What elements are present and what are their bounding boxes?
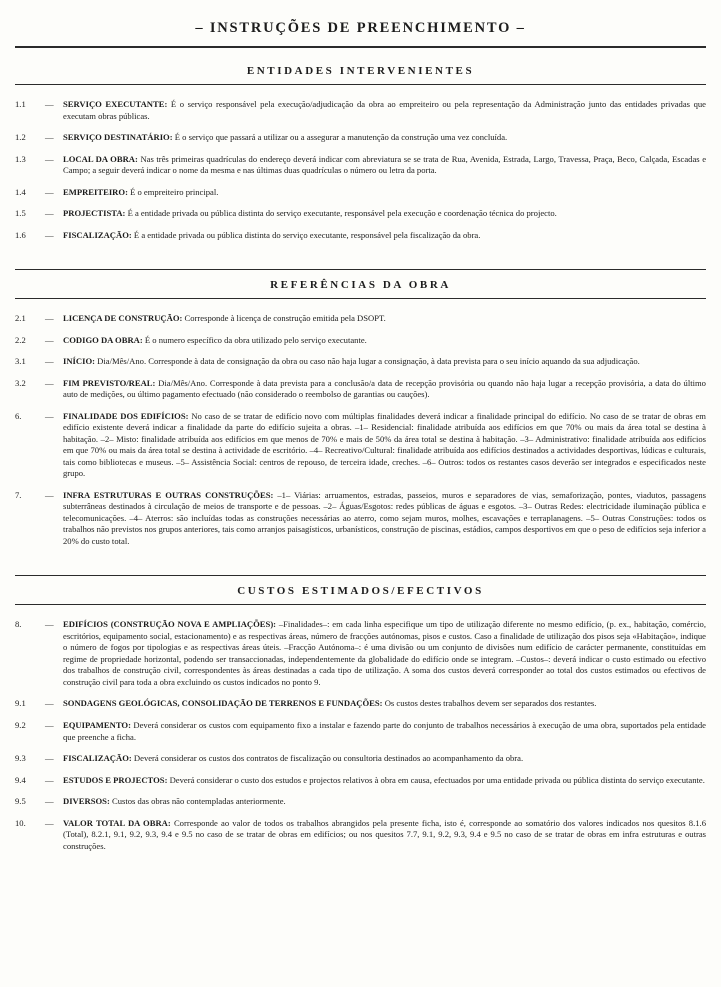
item-term: SERVIÇO EXECUTANTE: <box>63 99 168 109</box>
instruction-item-9-4 <box>15 775 706 787</box>
item-term: FISCALIZAÇÃO: <box>63 229 132 240</box>
instruction-item-2-2 <box>15 335 706 347</box>
instruction-item-9-1 <box>15 698 706 710</box>
item-number: 9.1 <box>15 698 26 709</box>
item-dash: — <box>45 719 54 730</box>
item-number: 1.1 <box>15 99 26 109</box>
item-term: LICENÇA DE CONSTRUÇÃO: <box>63 313 183 324</box>
section-items <box>15 85 706 253</box>
instruction-item-1-6 <box>15 230 706 242</box>
item-term: ESTUDOS E PROJECTOS: <box>63 774 168 785</box>
item-number: 6. <box>15 410 22 421</box>
item-term: EDIFÍCIOS (CONSTRUÇÃO NOVA E AMPLIAÇÕES): <box>63 619 277 630</box>
instruction-item-2-1 <box>15 313 706 325</box>
instruction-item-1-4 <box>15 187 706 199</box>
item-number: 1.2 <box>15 132 26 143</box>
item-text: É a entidade privada ou pública distinta do serviço executante, responsável pela fiscalização da obra. <box>133 229 481 240</box>
item-body <box>63 154 706 177</box>
item-term: FISCALIZAÇÃO: <box>63 753 132 764</box>
item-text: Deverá considerar os custos com equipamento fixo a instalar e fazendo parte do conjunto de trabalhos necessários à execução de uma obra, suportados pela entidade que preenche a ficha. <box>63 719 706 742</box>
item-dash: — <box>45 208 54 219</box>
item-text: Deverá considerar o custo dos estudos e projectos relativos à obra em causa, efectuados por uma entidade privada ou pública distinta do serviço executante. <box>169 774 705 785</box>
instruction-item-1-2 <box>15 132 706 144</box>
item-number: 9.2 <box>15 719 26 730</box>
section-heading-entidades: ENTIDADES INTERVENIENTES <box>15 56 706 85</box>
item-number: 1.4 <box>15 186 26 197</box>
item-text: Dia/Mês/Ano. Corresponde à data de consignação da obra ou caso não haja lugar a consignação, à data prevista para o seu início aquando da sua adjudicação. <box>97 356 640 367</box>
item-term: VALOR TOTAL DA OBRA: <box>63 817 171 828</box>
instruction-item-9-5 <box>15 796 706 808</box>
item-body <box>63 753 706 765</box>
section-referencias-da-obra <box>15 269 706 559</box>
item-body <box>63 356 706 368</box>
item-number: 8. <box>15 619 22 630</box>
item-text: Nas três primeiras quadrículas do endereço deverá indicar com abreviatura se se trata de Rua, Avenida, Estrada, Largo, Travessa, Praça, Beco, Calçada, Escadas e Campo; a seguir deverá indicar o nome da mesma e nas últimas duas quadrículas o número ou letra da porta. <box>63 153 707 176</box>
item-number: 2.1 <box>15 313 26 324</box>
item-number: 1.3 <box>15 153 26 164</box>
item-text: É o serviço que passará a utilizar ou a assegurar a manutenção da construção uma vez concluída. <box>174 132 508 143</box>
item-number: 9.3 <box>15 753 26 764</box>
instruction-item-6 <box>15 411 706 480</box>
item-number: 10. <box>15 817 26 828</box>
item-term: SERVIÇO DESTINATÁRIO: <box>63 132 173 143</box>
item-text: –Finalidades–: em cada linha especifique um tipo de utilização diferente no mesmo edifício, (p. ex., habitação, comércio, escritórios, equipamento social, estacionamento) e as respectivas áreas, número de fracções autónomas, pisos e custos. Caso a finalidade de utilização dos pisos seja «Habitação», indique o número de fogos por tipologias e as respectivas áreas úteis. –Fracção Autónoma–: é uma divisão ou um conjunto de divisões num edifício de carácter permanente, constituídas em regime de propriedade horizontal, podendo ser transaccionadas, independentemente da globalidade do edifício onde se integram. –Custos–: deverá indicar o custo estimado ou efectivo dos trabalhos de construção civil, correspondentes às áreas destinadas a cada tipo de utilização. A soma dos custos deverá corresponder ao total dos custos estimados ou efectivos de construção civil para toda a obra excluindo os custos indicados no ponto 9. <box>63 619 706 687</box>
item-body <box>63 775 706 787</box>
item-text: –1– Viárias: arruamentos, estradas, passeios, muros e separadores de vias, semaforização, pontes, viadutos, passagens subterrâneas destinados à circulação de meios de transporte e de pessoas. –2– Águas/Esgotos: redes públicas de águas e esgotos. –3– Outras Redes: electricidade iluminação pública e telecomunicações. –4– Aterros: são incluídas todas as construções necessárias ao aterro, como sejam muros, molhes, escavações e terraplanagens. –5– Outras Construções: todos os trabalhos não previstos nos grupos anteriores, tais como arranjos paisagísticos, urbanísticos, construção de piscinas, estádios, campos desportivos em que o peso de edifícios seja inferior a 20% do custo total. <box>63 489 707 546</box>
instruction-item-3-2 <box>15 378 706 401</box>
item-term: INFRA ESTRUTURAS E OUTRAS CONSTRUÇÕES: <box>63 489 274 500</box>
item-dash: — <box>45 619 54 630</box>
item-term: INÍCIO: <box>63 356 95 367</box>
item-dash: — <box>45 229 54 240</box>
section-entidades-intervenientes <box>15 56 706 253</box>
document-header <box>15 20 706 48</box>
item-text: É o serviço responsável pela execução/adjudicação da obra ao empreiteiro ou pela representação da Administração junto das entidades privadas que executam obras públicas. <box>63 99 706 121</box>
item-term: DIVERSOS: <box>63 796 110 807</box>
item-number: 9.4 <box>15 774 26 785</box>
item-body <box>63 99 706 122</box>
item-dash: — <box>45 186 54 197</box>
item-text: Corresponde à licença de construção emitida pela DSOPT. <box>184 313 386 324</box>
item-body <box>63 378 706 401</box>
item-number: 2.2 <box>15 334 26 345</box>
item-body <box>63 335 706 347</box>
item-number: 7. <box>15 489 22 500</box>
item-number: 1.5 <box>15 208 26 219</box>
item-text: Corresponde ao valor de todos os trabalhos abrangidos pela presente ficha, isto é, corresponde ao somatório dos valores indicados nos quesitos 8.1.6 (Total), 8.2.1, 9.1, 9.2, 9.3, 9.4 e 9.5 no caso de se tratar de obras em edifícios; ou nos quesitos 7.7, 9.1, 9.2, 9.3, 9.4 e 9.5 no caso de se tratar de obras em infra estruturas e outras construções. <box>63 817 706 851</box>
instruction-item-8 <box>15 619 706 688</box>
instruction-item-9-2 <box>15 720 706 743</box>
item-dash: — <box>45 698 54 709</box>
item-text: É o empreiteiro principal. <box>130 186 219 197</box>
item-number: 3.1 <box>15 356 26 367</box>
item-dash: — <box>45 153 54 164</box>
item-body <box>63 818 706 853</box>
item-term: FINALIDADE DOS EDIFÍCIOS: <box>63 410 189 421</box>
section-heading-custos: CUSTOS ESTIMADOS/EFECTIVOS <box>15 576 706 605</box>
item-body <box>63 132 706 144</box>
item-term: EQUIPAMENTO: <box>63 719 131 730</box>
item-dash: — <box>45 356 54 367</box>
item-body <box>63 796 706 808</box>
item-dash: — <box>45 132 54 143</box>
item-text: É a entidade privada ou pública distinta do serviço executante, responsável pela execução e coordenação técnica do projecto. <box>127 208 557 219</box>
item-number: 3.2 <box>15 377 26 388</box>
item-number: 9.5 <box>15 796 26 807</box>
item-term: FIM PREVISTO/REAL: <box>63 377 156 388</box>
section-custos-estimados-efectivos <box>15 575 706 864</box>
item-body <box>63 698 706 710</box>
item-body <box>63 313 706 325</box>
item-dash: — <box>45 489 54 500</box>
item-dash: — <box>45 817 54 828</box>
instruction-item-1-3 <box>15 154 706 177</box>
item-number: 1.6 <box>15 229 26 240</box>
item-body <box>63 208 706 220</box>
instruction-item-9-3 <box>15 753 706 765</box>
item-dash: — <box>45 753 54 764</box>
item-text: No caso de se tratar de edifício novo com múltiplas finalidades deverá indicar a finalidade principal do edifício. No caso de se tratar de obras em edifício existente deverá indicar a finalidade da parte do edifício sujeita a obras. –1– Residencial: finalidade atribuída aos edifícios em que 70% ou mais da área total se destina à habitação. –2– Misto: finalidade atribuída aos edifícios em que menos de 70% e mais de 50% da área total se destina à habitação. –3– Administrativo: finalidade atribuída aos edifícios em que 70% ou mais da área total se destina à actividade de escritório. –4– Recreativo/Cultural: finalidade atribuída aos edifícios destinados a actividades desportivas, lúdicas e culturais, tais como bibliotecas e museus. –5– Assistência Social: centros de repouso, de terceira idade, creches. –6– Outros: todos os restantes casos deverão ser integrados e especificados neste grupo. <box>63 410 706 479</box>
section-items <box>15 299 706 559</box>
item-term: CODIGO DA OBRA: <box>63 334 143 345</box>
instruction-item-1-1 <box>15 99 706 122</box>
item-text: Custos das obras não contempladas anteriormente. <box>111 796 286 807</box>
item-term: EMPREITEIRO: <box>63 186 128 197</box>
item-dash: — <box>45 774 54 785</box>
item-text: É o numero específico da obra utilizado pelo serviço executante. <box>144 334 367 345</box>
item-dash: — <box>45 313 54 324</box>
item-text: Os custos destes trabalhos devem ser separados dos restantes. <box>384 698 597 709</box>
item-body <box>63 411 706 480</box>
item-term: LOCAL DA OBRA: <box>63 153 138 164</box>
instruction-item-3-1 <box>15 356 706 368</box>
item-body <box>63 720 706 743</box>
instruction-item-1-5 <box>15 208 706 220</box>
section-items <box>15 605 706 864</box>
item-body <box>63 619 706 688</box>
instruction-item-7 <box>15 490 706 548</box>
item-dash: — <box>45 99 54 109</box>
item-text: Deverá considerar os custos dos contratos de fiscalização ou consultoria destinados ao acompanhamento da obra. <box>133 753 524 764</box>
item-body <box>63 187 706 199</box>
item-dash: — <box>45 334 54 345</box>
item-term: PROJECTISTA: <box>63 208 126 219</box>
item-text: Dia/Mês/Ano. Corresponde à data prevista para a conclusão/a data de recepção provisória ou quando não haja lugar a recepção provisória, a data do último auto de medições, ou último pagamento efectuado (não considerado o reembolso de garantias ou cauções). <box>63 377 706 400</box>
item-term: SONDAGENS GEOLÓGICAS, CONSOLIDAÇÃO DE TERRENOS E FUNDAÇÕES: <box>63 698 383 709</box>
item-body <box>63 490 706 548</box>
instruction-item-10 <box>15 818 706 853</box>
section-heading-referencias: REFERÊNCIAS DA OBRA <box>15 270 706 299</box>
item-dash: — <box>45 377 54 388</box>
item-body <box>63 230 706 242</box>
page-title: – INSTRUÇÕES DE PREENCHIMENTO – <box>195 20 526 36</box>
item-dash: — <box>45 796 54 807</box>
item-dash: — <box>45 410 54 421</box>
